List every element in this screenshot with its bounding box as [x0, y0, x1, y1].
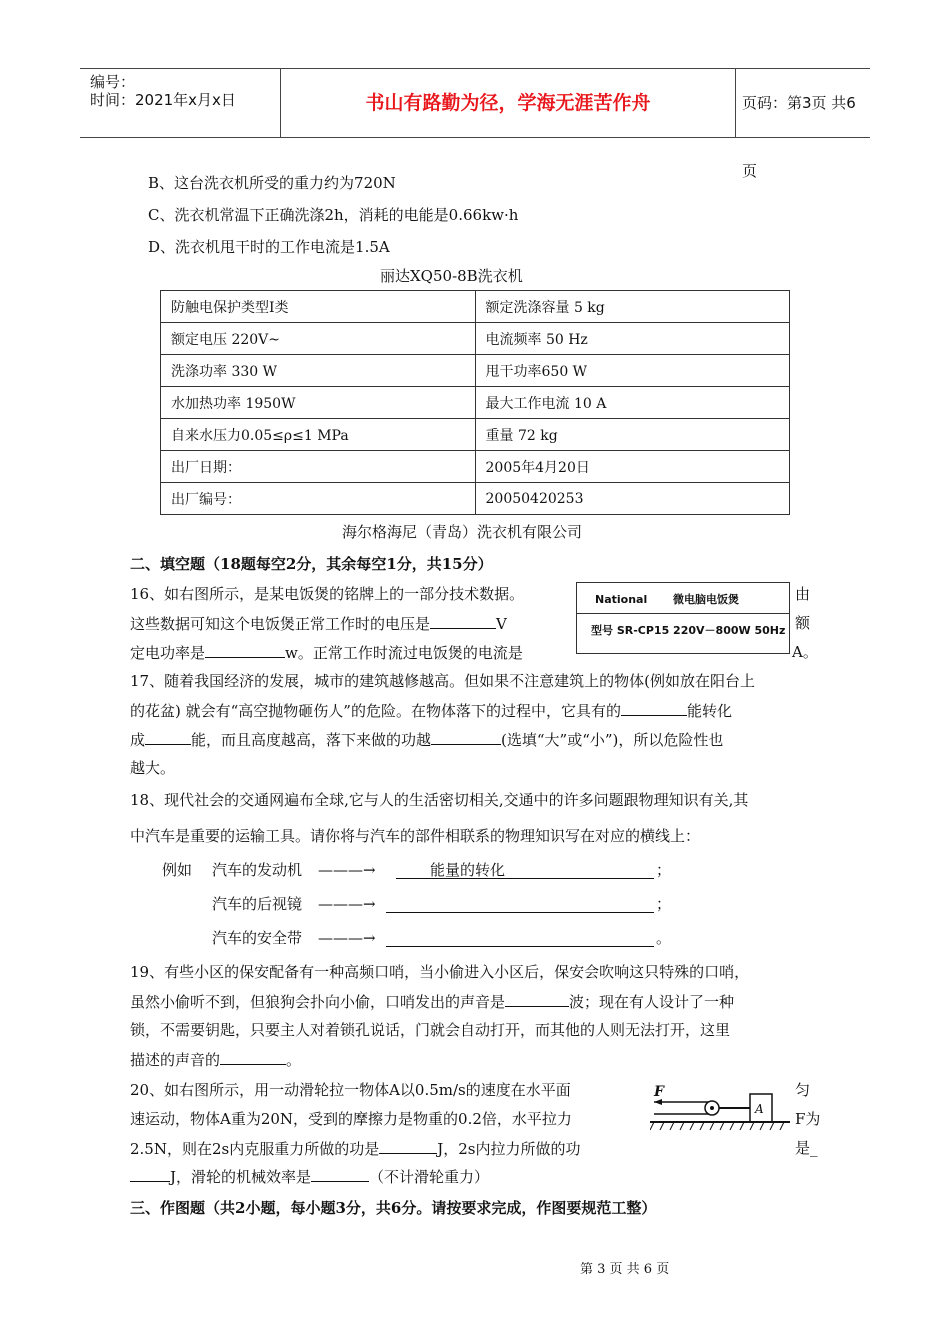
q16-line2-tail: 额 [795, 614, 811, 632]
table-row [161, 355, 790, 387]
option-b: B、这台洗衣机所受的重力约为720N [148, 174, 396, 192]
arrow-3: ———→ [318, 929, 376, 947]
period-3: 。 [656, 929, 672, 947]
q18-part3: 汽车的安全带 [212, 929, 303, 947]
nameplate-brand: National [595, 593, 648, 606]
q20-line2: 速运动，物体A重为20N，受到的摩擦力是物重的0.2倍，水平拉力 [130, 1110, 572, 1128]
arrow-1: ———→ [318, 861, 376, 879]
page-header [80, 68, 870, 180]
page-footer: 第 3 页 共 6 页 [580, 1262, 670, 1277]
spec-table [160, 290, 790, 515]
table-cell: 20050420253 [475, 483, 790, 515]
nameplate-model: 型号 SR-CP15 220V－800W 50Hz [591, 624, 786, 637]
q20-line3-tail: 是_ [795, 1139, 818, 1157]
q18-answer1: 能量的转化 [430, 861, 506, 879]
manufacturer: 海尔格海尼（青岛）洗衣机有限公司 [342, 523, 583, 541]
q19-line2-b: 波；现在有人设计了一种 [569, 993, 735, 1011]
q17-line2-a: 的花盆) 就会有“高空抛物砸伤人”的危险。在物体落下的过程中，它具有的 [130, 702, 621, 720]
table-cell: 出厂编号： [161, 483, 476, 515]
blank-sound-property[interactable] [220, 1049, 286, 1065]
blank-efficiency[interactable] [311, 1166, 369, 1182]
q16-line2-unit: V [496, 615, 507, 633]
header-page-label: 页码：第3页 共6页 [742, 94, 856, 180]
block-a-label: A [755, 1102, 764, 1116]
header-meta-cell [80, 69, 281, 137]
section3-title: 三、作图题（共2小题，每小题3分，共6分。请按要求完成，作图要规范工整） [130, 1199, 657, 1217]
q16-line3-tail: A。 [792, 643, 818, 661]
q20-line3 [130, 1138, 581, 1159]
q19-line3: 锁，不需要钥匙，只要主人对着锁孔说话，门就会自动打开，而其他的人则无法打开，这里 [130, 1021, 731, 1039]
pulley-figure [650, 1080, 790, 1140]
header-motto: 书山有路勤为径，学海无涯苦作舟 [281, 69, 736, 137]
table-row [161, 323, 790, 355]
ground-hatch [650, 1122, 784, 1130]
table-cell: 自来水压力0.05≤ρ≤1 MPa [161, 419, 476, 451]
arrow-2: ———→ [318, 895, 376, 913]
table-cell: 额定洗涤容量 5 kg [475, 291, 790, 323]
q20-line4 [130, 1166, 489, 1187]
blank-voltage[interactable] [430, 613, 496, 629]
q17-line2-b: 能转化 [686, 702, 732, 720]
nameplate-name: 微电脑电饭煲 [673, 593, 739, 606]
option-d: D、洗衣机甩干时的工作电流是1.5A [148, 238, 390, 256]
q20-line3-a: 2.5N，则在2s内克服重力所做的功是 [130, 1140, 380, 1158]
table-caption: 丽达XQ50-8B洗衣机 [380, 267, 523, 285]
q18-part1: 汽车的发动机 [212, 861, 303, 879]
table-cell: 额定电压 220V~ [161, 323, 476, 355]
q16-line3 [130, 642, 523, 663]
pulley-axle-icon [710, 1106, 714, 1110]
q16-line3-mid: w。正常工作时流过电饭煲的电流是 [285, 644, 523, 662]
blank-rearview-mirror[interactable] [386, 894, 654, 913]
date-label: 时间：2021年x月x日 [90, 91, 236, 109]
q17-line3-a: 成 [130, 731, 146, 749]
q16-line3-text: 定电功率是 [130, 644, 206, 662]
table-cell: 洗涤功率 330 W [161, 355, 476, 387]
q19-line4-a: 描述的声音的 [130, 1051, 221, 1069]
q17-line3 [130, 729, 723, 750]
table-cell: 重量 72 kg [475, 419, 790, 451]
q19-line2-a: 虽然小偷听不到，但狼狗会扑向小偷，口哨发出的声音是 [130, 993, 506, 1011]
q19-line4-b: 。 [286, 1051, 302, 1069]
blank-energy-from[interactable] [621, 700, 687, 716]
force-label: F [654, 1084, 664, 1100]
q17-line2 [130, 700, 732, 721]
q17-line1: 17、随着我国经济的发展，城市的建筑越修越高。但如果不注意建筑上的物体(例如放在阳台上 [130, 672, 755, 690]
q20-line4-b: （不计滑轮重力） [369, 1168, 490, 1186]
q18-line2: 中汽车是重要的运输工具。请你将与汽车的部件相联系的物理知识写在对应的横线上： [130, 827, 701, 845]
q17-line3-c: (选填“大”或“小”)，所以危险性也 [501, 731, 724, 749]
table-row [161, 387, 790, 419]
blank-energy-to[interactable] [145, 729, 191, 745]
q16-line2 [130, 613, 507, 634]
blank-pull-work[interactable] [130, 1166, 170, 1182]
q19-line1: 19、有些小区的保安配备有一种高频口哨，当小偷进入小区后，保安会吹响这只特殊的口哨， [130, 963, 750, 981]
q18-line1: 18、现代社会的交通网遍布全球,它与人的生活密切相关,交通中的许多问题跟物理知识有关,其 [130, 791, 749, 809]
blank-seat-belt[interactable] [386, 928, 654, 947]
table-cell: 电流频率 50 Hz [475, 323, 790, 355]
q17-line4: 越大。 [130, 759, 176, 777]
semicolon-1: ； [656, 861, 672, 879]
q16-line1-tail: 由 [795, 585, 811, 603]
rice-cooker-nameplate [576, 582, 790, 654]
nameplate-top [577, 587, 789, 614]
q20-line1: 20、如右图所示，用一动滑轮拉一物体A以0.5m/s的速度在水平面 [130, 1081, 571, 1099]
q16-line2-text: 这些数据可知这个电饭煲正常工作时的电压是 [130, 615, 431, 633]
blank-gravity-work[interactable] [379, 1138, 437, 1154]
q18-part2: 汽车的后视镜 [212, 895, 303, 913]
table-cell: 水加热功率 1950W [161, 387, 476, 419]
q17-line3-b: 能，而且高度越高，落下来做的功越 [191, 731, 432, 749]
table-cell: 2005年4月20日 [475, 451, 790, 483]
q19-line4 [130, 1049, 301, 1070]
table-row [161, 483, 790, 515]
blank-power[interactable] [205, 642, 285, 658]
table-row [161, 291, 790, 323]
option-c: C、洗衣机常温下正确洗涤2h，消耗的电能是0.66kw·h [148, 206, 519, 224]
table-cell: 甩干功率650 W [475, 355, 790, 387]
blank-wave-type[interactable] [505, 991, 569, 1007]
section2-title: 二、填空题（18题每空2分，其余每空1分，共15分） [130, 555, 493, 573]
q18-example-label: 例如 [162, 861, 193, 879]
table-cell: 最大工作电流 10 A [475, 387, 790, 419]
q16-line1: 16、如右图所示，是某电饭煲的铭牌上的一部分技术数据。 [130, 585, 525, 603]
table-cell: 防触电保护类型Ⅰ类 [161, 291, 476, 323]
table-row [161, 451, 790, 483]
table-row [161, 419, 790, 451]
q20-line3-b: J，2s内拉力所做的功 [437, 1140, 581, 1158]
q18-answer1-line [396, 860, 654, 879]
blank-work-size[interactable] [431, 729, 501, 745]
q19-line2 [130, 991, 734, 1012]
semicolon-2: ； [656, 895, 672, 913]
table-cell: 出厂日期： [161, 451, 476, 483]
q20-line4-a: J，滑轮的机械效率是 [170, 1168, 312, 1186]
q20-line1-tail: 匀 [795, 1081, 811, 1099]
serial-label: 编号： [90, 73, 136, 91]
q20-line2-tail: F为 [795, 1110, 821, 1128]
